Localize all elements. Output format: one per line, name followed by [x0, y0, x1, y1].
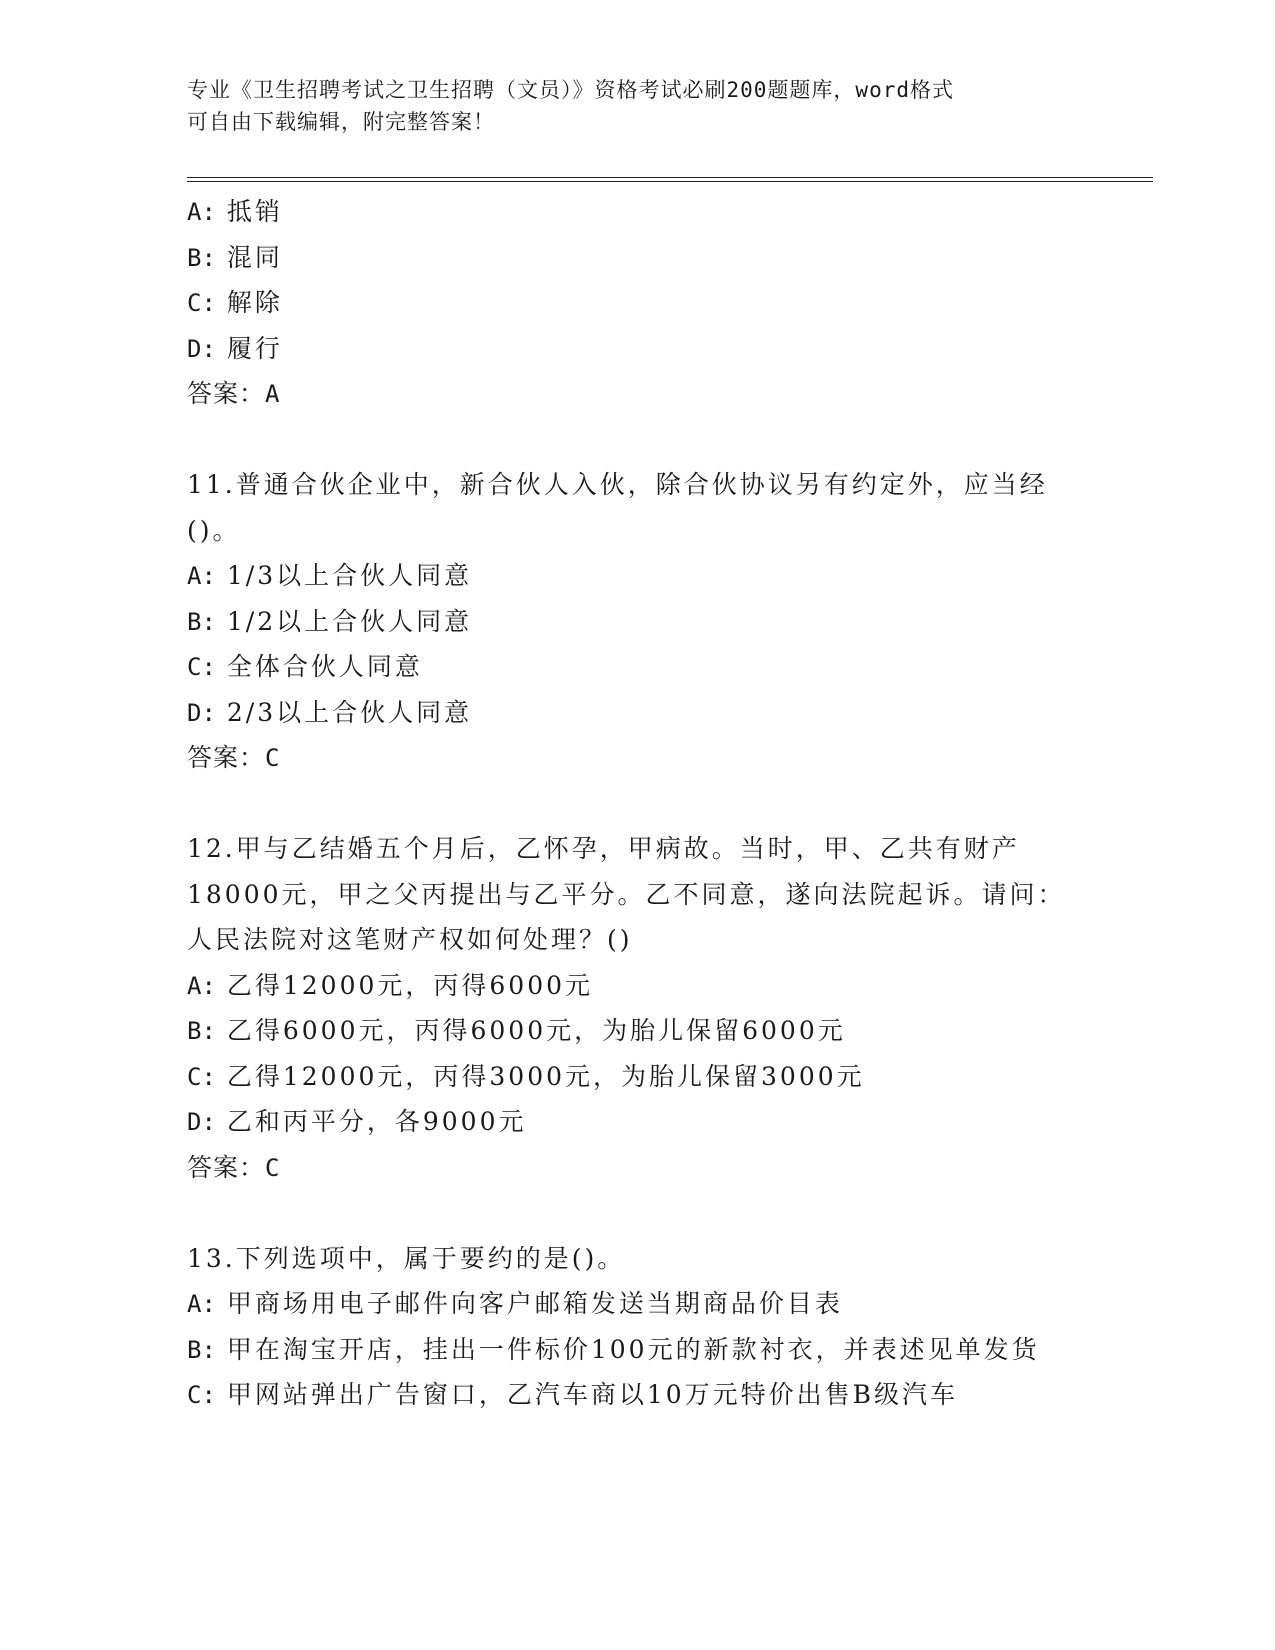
question-stem: 11.普通合伙企业中，新合伙人入伙，除合伙协议另有约定外，应当经: [187, 470, 1048, 499]
answer-value: C: [265, 1153, 281, 1182]
option-key: C:: [187, 1062, 216, 1091]
header-title-line-1: 专业《卫生招聘考试之卫生招聘（文员）》资格考试必刷200题题库，word格式: [187, 78, 954, 102]
question-stem: 人民法院对这笔财产权如何处理？(): [187, 925, 633, 954]
option-text: 混同: [226, 242, 283, 272]
option-b: [187, 1008, 1147, 1054]
spacer: [187, 781, 1147, 827]
option-c: [187, 280, 1147, 326]
answer-line: [187, 1145, 1147, 1191]
option-text: 抵销: [226, 197, 283, 226]
option-text: 甲网站弹出广告窗口，乙汽车商以10万元特价出售B级汽车: [226, 1380, 959, 1409]
header-title-line-2: 可自由下载编辑，附完整答案！: [187, 110, 495, 134]
option-text: 2/3以上合伙人同意: [226, 697, 473, 727]
option-key: A:: [187, 198, 216, 226]
spacer: [187, 1190, 1147, 1236]
header-divider-top: [187, 177, 1153, 178]
option-key: A:: [187, 971, 216, 1000]
question-13: [187, 1236, 1147, 1418]
option-text: 乙得6000元，丙得6000元，为胎儿保留6000元: [226, 1016, 846, 1045]
answer-value: A: [265, 380, 281, 408]
answer-label: 答案：: [187, 379, 266, 408]
option-b: [187, 599, 1147, 645]
option-c: [187, 1372, 1147, 1418]
option-text: 1/2以上合伙人同意: [226, 606, 473, 636]
question-11: [187, 462, 1147, 781]
question-stem: 18000元，甲之父丙提出与乙平分。乙不同意，遂向法院起诉。请问：: [187, 879, 1066, 909]
option-c: [187, 1054, 1147, 1100]
question-stem: 13.下列选项中，属于要约的是()。: [187, 1243, 626, 1273]
option-text: 乙得12000元，丙得6000元: [226, 970, 594, 1000]
document-header: [187, 74, 1087, 138]
option-key: C:: [187, 1381, 216, 1409]
option-key: D:: [187, 1108, 216, 1136]
question-10: [187, 189, 1147, 417]
option-key: D:: [187, 334, 216, 363]
option-key: B:: [187, 607, 216, 636]
spacer: [187, 417, 1147, 463]
question-list: [187, 189, 1147, 1418]
header-divider-bottom: [187, 181, 1153, 182]
option-key: C:: [187, 653, 216, 681]
question-stem: 12.甲与乙结婚五个月后，乙怀孕，甲病故。当时，甲、乙共有财产: [187, 834, 1020, 863]
option-a: [187, 963, 1147, 1009]
option-text: 解除: [226, 288, 283, 317]
option-key: A:: [187, 562, 216, 590]
answer-value: C: [265, 744, 281, 772]
answer-line: [187, 735, 1147, 781]
question-12: [187, 826, 1147, 1190]
option-key: C:: [187, 289, 216, 317]
option-text: 甲商场用电子邮件向客户邮箱发送当期商品价目表: [226, 1289, 843, 1318]
answer-line: [187, 371, 1147, 417]
question-stem: ()。: [187, 515, 241, 545]
option-text: 1/3以上合伙人同意: [226, 561, 473, 590]
option-a: [187, 1281, 1147, 1327]
option-key: B:: [187, 243, 216, 272]
option-text: 甲在淘宝开店，挂出一件标价100元的新款衬衣，并表述见单发货: [226, 1334, 1040, 1364]
option-key: B:: [187, 1335, 216, 1364]
option-b: [187, 235, 1147, 281]
option-b: [187, 1327, 1147, 1373]
option-text: 全体合伙人同意: [226, 652, 423, 681]
option-a: [187, 189, 1147, 235]
option-d: [187, 1099, 1147, 1145]
answer-label: 答案：: [187, 743, 266, 772]
option-a: [187, 553, 1147, 599]
answer-label: 答案：: [187, 1152, 266, 1182]
option-key: D:: [187, 698, 216, 727]
option-c: [187, 644, 1147, 690]
option-key: B:: [187, 1017, 216, 1045]
option-key: A:: [187, 1290, 216, 1318]
option-text: 履行: [226, 333, 283, 363]
option-text: 乙得12000元，丙得3000元，为胎儿保留3000元: [226, 1061, 865, 1091]
option-d: [187, 690, 1147, 736]
option-text: 乙和丙平分，各9000元: [226, 1107, 527, 1136]
option-d: [187, 326, 1147, 372]
